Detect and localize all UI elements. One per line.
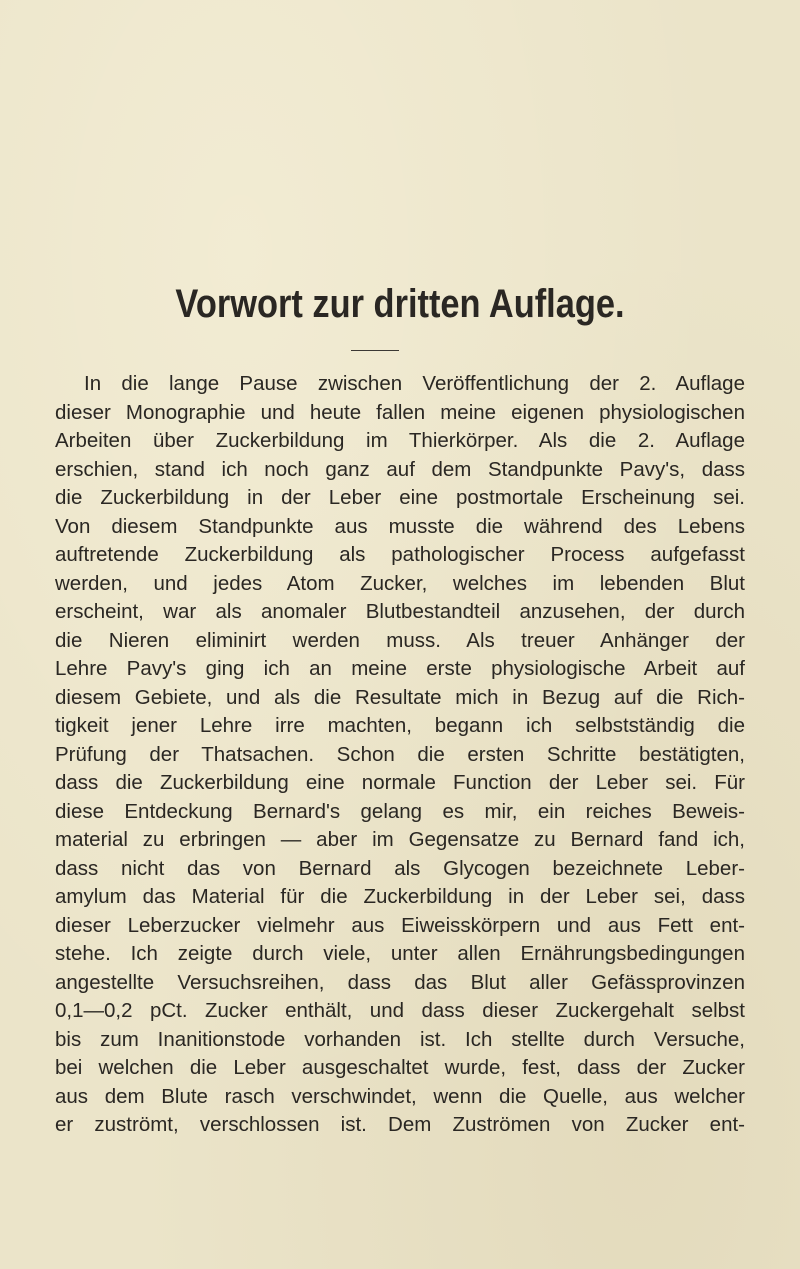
text-line: tigkeit jener Lehre irre machten, begann ich selbstständig die <box>55 714 745 737</box>
text-line: Lehre Pavy's ging ich an meine erste physiologische Arbeit auf <box>55 657 745 680</box>
text-line: aus dem Blute rasch verschwindet, wenn die Quelle, aus welcher <box>55 1084 745 1108</box>
text-line: die Nieren eliminirt werden muss. Als treuer Anhänger der <box>55 628 745 652</box>
text-line: erschien, stand ich noch ganz auf dem Standpunkte Pavy's, dass <box>55 457 745 481</box>
text-line: angestellte Versuchsreihen, dass das Blut aller Gefässprovinzen <box>55 970 745 994</box>
text-line: stehe. Ich zeigte durch viele, unter allen Ernährungsbedingungen <box>55 942 745 965</box>
text-line: Arbeiten über Zuckerbildung im Thierkörper. Als die 2. Auflage <box>55 429 745 452</box>
text-line: werden, und jedes Atom Zucker, welches im lebenden Blut <box>55 571 745 595</box>
text-line: material zu erbringen — aber im Gegensatze zu Bernard fand ich, <box>55 828 745 851</box>
text-line: Prüfung der Thatsachen. Schon die ersten Schritte bestätigten, <box>55 742 745 766</box>
text-line: dass nicht das von Bernard als Glycogen bezeichnete Leber- <box>55 856 745 880</box>
text-line: Von diesem Standpunkte aus musste die während des Lebens <box>55 514 745 538</box>
text-line: amylum das Material für die Zuckerbildung in der Leber sei, dass <box>55 885 745 908</box>
text-line: 0,1—0,2 pCt. Zucker enthält, und dass dieser Zuckergehalt selbst <box>55 999 745 1022</box>
preface-text <box>55 370 745 1140</box>
text-line: die Zuckerbildung in der Leber eine postmortale Erscheinung sei. <box>55 486 745 509</box>
text-line: bei welchen die Leber ausgeschaltet wurde, fest, dass der Zucker <box>55 1056 745 1079</box>
text-line: dass die Zuckerbildung eine normale Function der Leber sei. Für <box>55 771 745 794</box>
text-line: diesem Gebiete, und als die Resultate mich in Bezug auf die Rich- <box>55 685 745 709</box>
text-line: bis zum Inanitionstode vorhanden ist. Ich stellte durch Versuche, <box>55 1027 745 1051</box>
text-line: er zuströmt, verschlossen ist. Dem Zuströmen von Zucker ent- <box>55 1113 745 1136</box>
text-line: erscheint, war als anomaler Blutbestandteil anzusehen, der durch <box>55 600 745 623</box>
text-line: auftretende Zuckerbildung als pathologischer Process aufgefasst <box>55 543 745 566</box>
text-line: dieser Monographie und heute fallen meine eigenen physiologischen <box>55 400 745 424</box>
title-divider <box>351 350 399 351</box>
text-line: In die lange Pause zwischen Veröffentlichung der 2. Auflage <box>84 372 745 395</box>
text-line: dieser Leberzucker vielmehr aus Eiweisskörpern und aus Fett ent- <box>55 913 745 937</box>
page-title: Vorwort zur dritten Auflage. <box>175 282 625 326</box>
text-line: diese Entdeckung Bernard's gelang es mir, ein reiches Beweis- <box>55 799 745 823</box>
